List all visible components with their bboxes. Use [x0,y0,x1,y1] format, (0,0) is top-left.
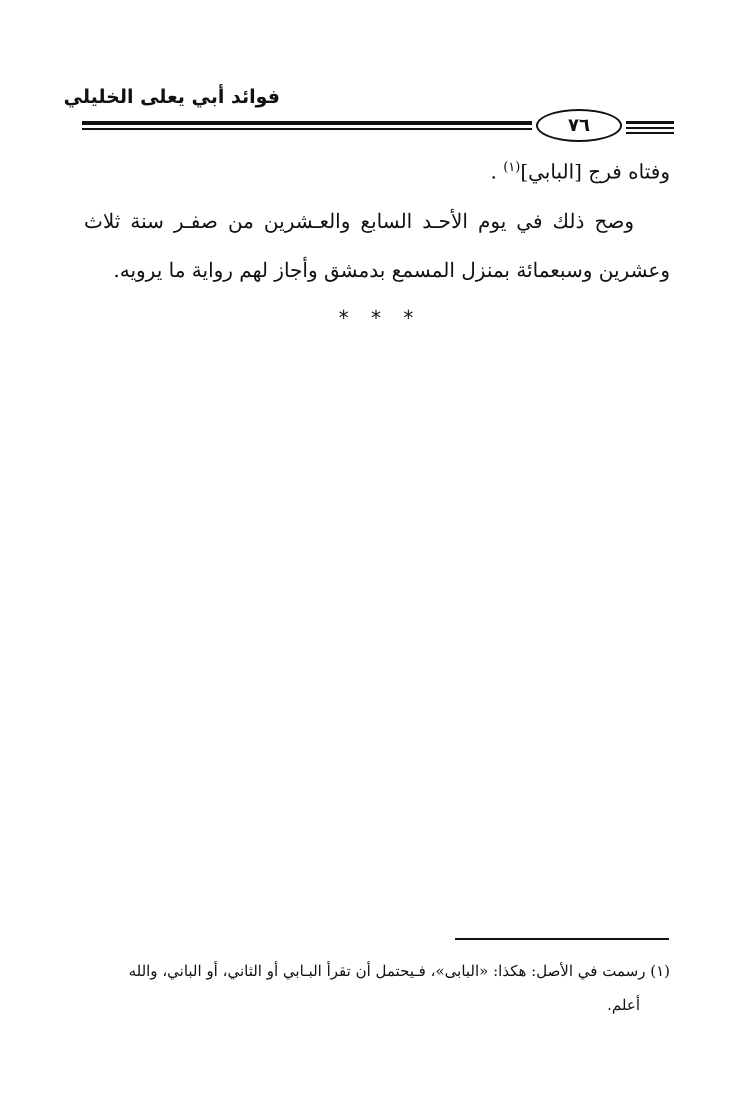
header-rule-thick [82,121,532,125]
text-line-1 [490,152,670,188]
footnote-rule [455,938,669,940]
page-title: فوائد أبي يعلى الخليلي [63,86,280,108]
header-rule-right-2 [626,127,674,129]
footnote-reference[interactable]: (١) [503,160,521,175]
text-line-1-end: . [490,159,504,184]
section-separator: * * * [338,306,422,330]
footnote-line-1: (١) رسمت في الأصل: هكذا: «البابى»، فـيحتمل أن تقرأ البـابي أو الثاني، أو الباني، والله [128,962,670,980]
header-rule-right-1 [626,121,674,124]
header-rule-right-3 [626,132,674,134]
text-line-2: وصح ذلك في يوم الأحـد السابع والعـشرين من صفـر سنة ثلاث [84,209,634,233]
page-number: ٧٦ [568,115,590,136]
footnote-line-2: أعلم. [607,996,640,1014]
header-rule-thin [82,128,532,130]
text-line-1-body: وفتاه فرج [البابي] [520,159,670,184]
text-line-3: وعشرين وسبعمائة بمنزل المسمع بدمشق وأجاز لهم رواية ما يرويه. [113,258,670,282]
page-number-badge [536,109,622,142]
